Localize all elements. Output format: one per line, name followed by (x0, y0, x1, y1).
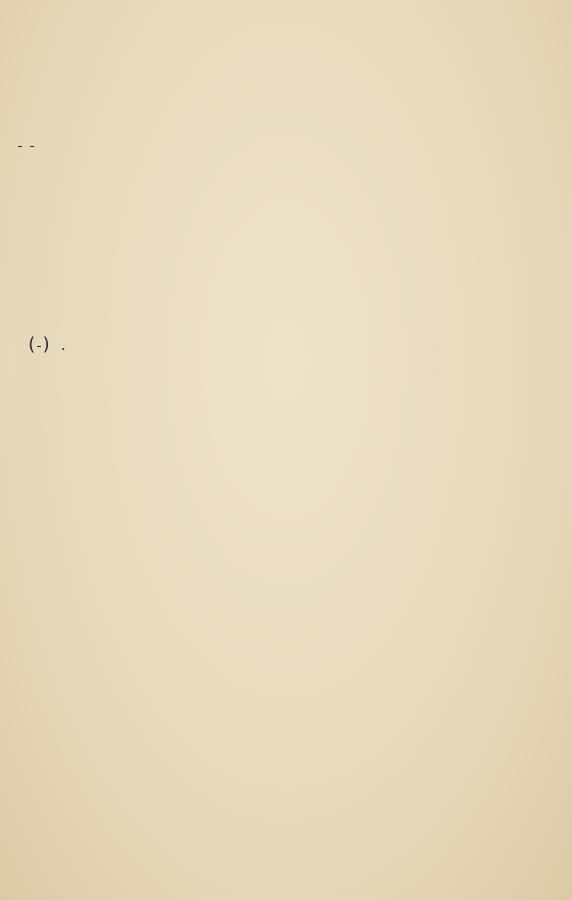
text-line-with-formula: ( ) . (26, 334, 68, 355)
fraction-e-over-h (30, 146, 34, 147)
fraction-e-over-h (18, 146, 22, 147)
text-line-with-fractions (18, 138, 34, 153)
